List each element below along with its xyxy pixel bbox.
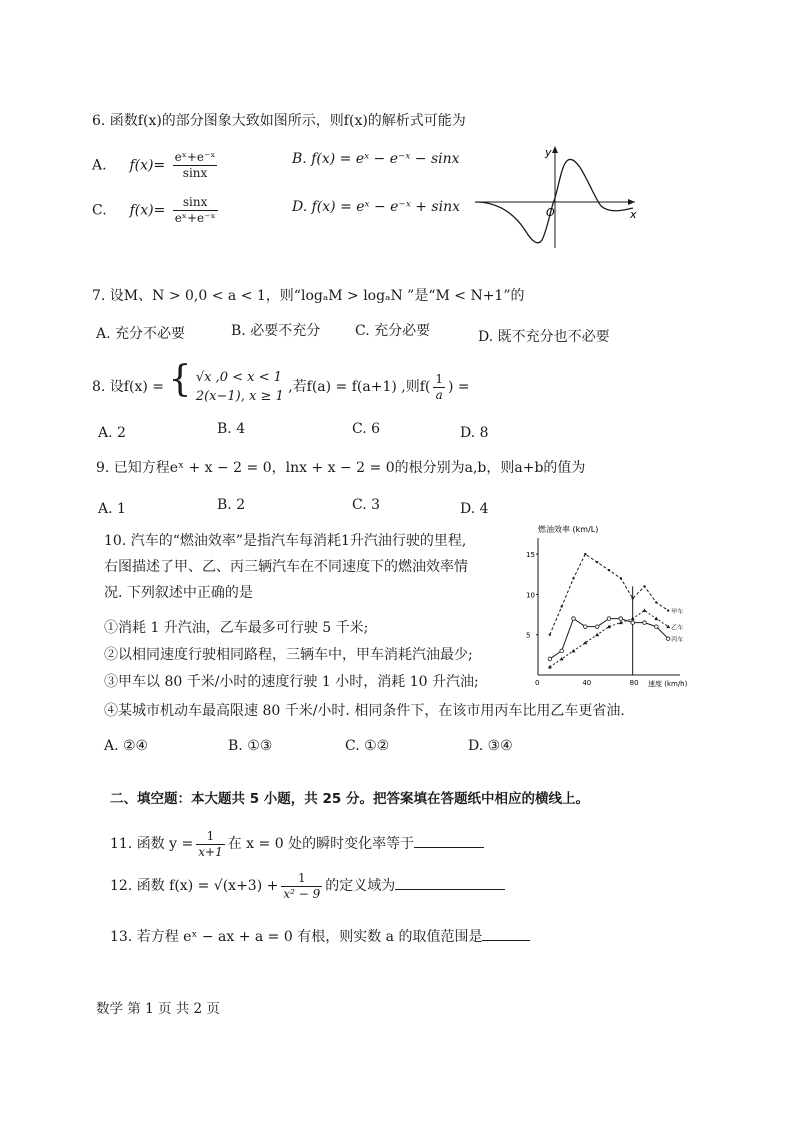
chart-data-point [643, 585, 645, 587]
q6-option-c-denominator: eˣ+e⁻ˣ [174, 211, 216, 225]
fuel-efficiency-chart [520, 520, 690, 690]
chart-y-tick-label: 5 [526, 631, 531, 640]
q12-fraction [281, 871, 322, 902]
q10-line-1: 10. 汽车的“燃油效率”是指汽车每消耗1升汽油行驶的里程, [104, 533, 467, 549]
chart-series-label: 丙车 [671, 636, 684, 644]
q11-denominator: x+1 [198, 844, 223, 859]
q6-option-a-fraction [173, 150, 218, 181]
chart-data-point [654, 617, 658, 621]
q6-origin-label: O [546, 206, 555, 219]
q9-option-c: C. 3 [352, 497, 381, 513]
chart-data-point [619, 617, 623, 621]
q8-fraction [433, 372, 445, 403]
q8-condition: ,若f(a) = f(a+1) ,则f( [288, 379, 431, 395]
q6-x-label: x [630, 208, 637, 221]
chart-data-point [666, 637, 670, 641]
q12-answer-blank[interactable] [395, 889, 505, 890]
q8-ending: ) = [448, 379, 470, 395]
chart-data-point [560, 649, 564, 653]
chart-data-point [631, 621, 635, 625]
chart-y-axis-label: 燃油效率 (km/L) [538, 525, 599, 534]
chart-data-point [572, 577, 574, 579]
q6-option-c-numerator: sinx [173, 195, 218, 211]
chart-data-point [655, 625, 659, 629]
q6-stem: 6. 函数f(x)的部分图象大致如图所示，则f(x)的解析式可能为 [92, 113, 466, 129]
chart-data-point [549, 634, 551, 636]
chart-y-tick-label: 10 [526, 591, 535, 600]
chart-data-point [655, 601, 657, 603]
chart-x-tick-label: 40 [582, 679, 592, 687]
q11-answer-blank[interactable] [414, 847, 484, 848]
q11-fraction [196, 829, 224, 860]
chart-data-point [584, 553, 586, 555]
chart-data-point [643, 621, 647, 625]
q11-prefix: 11. 函数 y = [110, 836, 194, 852]
q6-option-a-label: A. [92, 157, 107, 174]
q10-statement-2: ②以相同速度行驶相同路程，三辆车中，甲车消耗汽油最少; [104, 647, 473, 663]
q6-option-c [92, 195, 221, 226]
q6-option-c-fraction [173, 195, 218, 226]
q8-brace: { [168, 359, 192, 400]
q8-option-a: A. 2 [98, 425, 126, 441]
chart-data-point [620, 577, 622, 579]
q11-numerator: 1 [196, 829, 224, 845]
q10-line-3: 况. 下列叙述中正确的是 [104, 585, 253, 601]
chart-series-line [550, 554, 668, 635]
q8-prefix: 8. 设f(x) = [92, 379, 164, 395]
chart-data-point [596, 561, 598, 563]
chart-x-tick-label: 80 [629, 679, 639, 687]
q8-denominator: a [435, 387, 443, 402]
q6-option-a-denominator: sinx [182, 166, 208, 180]
q6-option-c-lhs: f(x)= [129, 202, 166, 219]
chart-x-axis-label: 速度 (km/h) [648, 680, 688, 688]
q8-stem [92, 359, 470, 406]
q12-prefix: 12. 函数 f(x) = √(x+3) + [110, 878, 279, 894]
q13 [110, 928, 530, 946]
q8-case-1: √x ,0 < x < 1 [195, 370, 282, 385]
q6-y-arrow [552, 146, 558, 153]
q12-numerator: 1 [281, 871, 322, 887]
q8-case-2: 2(x−1), x ≥ 1 [195, 389, 284, 404]
q8-numerator: 1 [435, 371, 444, 386]
q6-option-a-lhs: f(x)= [129, 157, 166, 174]
chart-data-point [548, 657, 552, 661]
chart-data-point [631, 597, 633, 599]
q13-answer-blank[interactable] [482, 940, 530, 941]
q12-suffix: 的定义域为 [325, 878, 396, 894]
q10-line-2: 右图描述了甲、乙、丙三辆汽车在不同速度下的燃油效率情 [104, 559, 468, 575]
q11 [110, 826, 484, 862]
q10-statement-1: ①消耗 1 升汽油，乙车最多可行驶 5 千米; [104, 620, 369, 636]
q7-option-a: A. 充分不必要 [96, 326, 186, 342]
q7-option-d: D. 既不充分也不必要 [478, 329, 610, 345]
chart-data-point [572, 649, 576, 653]
q8-option-b: B. 4 [217, 421, 246, 437]
q10-option-b: B. ①③ [228, 738, 273, 754]
q6-option-d: D. f(x) = eˣ − e⁻ˣ + sinx [292, 199, 460, 215]
chart-y-tick-label: 15 [526, 551, 535, 560]
chart-data-point [667, 609, 669, 611]
q7-option-b: B. 必要不充分 [231, 323, 321, 339]
chart-series-line [550, 619, 668, 659]
q9-stem: 9. 已知方程eˣ + x − 2 = 0，lnx + x − 2 = 0的根分别为a,b，则a+b的值为 [96, 460, 586, 476]
q13-text: 13. 若方程 eˣ − ax + a = 0 有根，则实数 a 的取值范围是 [110, 929, 483, 945]
q10-statement-4: ④某城市机动车最高限速 80 千米/小时. 相同条件下，在该市用丙车比用乙车更省油. [104, 703, 625, 719]
page-footer: 数学 第 1 页 共 2 页 [96, 1001, 220, 1017]
q9-option-a: A. 1 [98, 501, 126, 517]
chart-series-label: 乙车 [671, 624, 684, 632]
q8-cases [196, 368, 284, 406]
chart-data-point [560, 605, 562, 607]
q12 [110, 867, 505, 905]
q6-option-c-label: C. [92, 202, 107, 219]
q8-option-d: D. 8 [460, 425, 489, 441]
q6-x-arrow [628, 199, 635, 205]
q6-curve [475, 159, 633, 242]
q7-option-c: C. 充分必要 [355, 323, 431, 339]
q7-stem: 7. 设M、N > 0,0 < a < 1，则“logₐM > logₐN ”是“M < N+1”的 [92, 288, 525, 304]
section-2-heading: 二、填空题：本大题共 5 小题，共 25 分。把答案填在答题纸中相应的横线上。 [110, 791, 589, 807]
chart-data-point [595, 625, 599, 629]
chart-series-label: 甲车 [671, 608, 684, 616]
chart-data-point [643, 609, 647, 613]
chart-x-tick-label: 0 [535, 679, 540, 687]
q10-option-d: D. ③④ [468, 738, 513, 754]
q8-option-c: C. 6 [352, 421, 381, 437]
chart-data-point [584, 625, 588, 629]
chart-data-point [595, 633, 599, 637]
chart-data-point [572, 617, 576, 621]
q10-statement-3: ③甲车以 80 千米/小时的速度行驶 1 小时，消耗 10 升汽油; [104, 674, 479, 690]
q6-option-b: B. f(x) = eˣ − e⁻ˣ − sinx [292, 151, 460, 167]
q11-suffix: 在 x = 0 处的瞬时变化率等于 [227, 836, 415, 852]
q9-option-b: B. 2 [217, 497, 246, 513]
q10-option-c: C. ①② [345, 738, 390, 754]
q10-option-a: A. ②④ [104, 738, 149, 754]
q6-option-a [92, 150, 220, 181]
q12-denominator: x² − 9 [283, 886, 321, 901]
chart-data-point [608, 569, 610, 571]
q6-y-label: y [545, 146, 552, 159]
q9-option-d: D. 4 [460, 501, 489, 517]
chart-data-point [607, 617, 611, 621]
q6-option-a-numerator: eˣ+e⁻ˣ [174, 150, 216, 164]
q6-function-graph [470, 140, 645, 255]
chart-data-point [631, 617, 635, 621]
